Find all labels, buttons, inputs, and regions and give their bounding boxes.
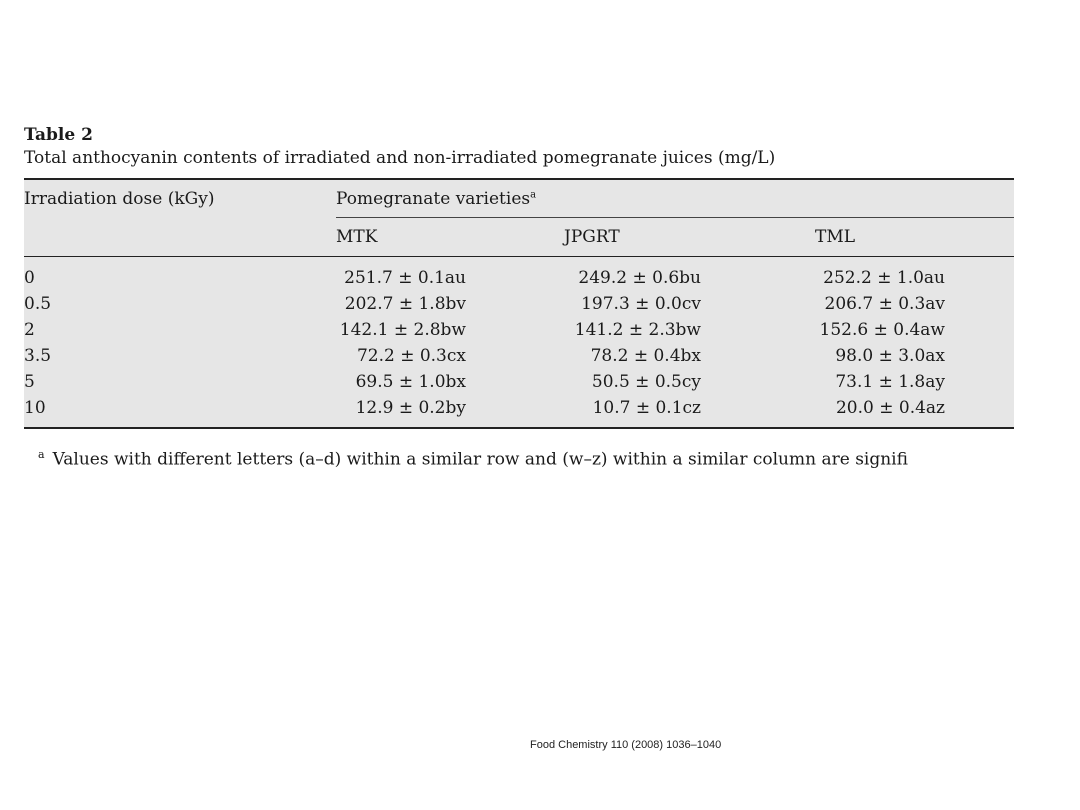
- dose-cell: 5: [24, 372, 35, 392]
- dose-cell: 2: [24, 320, 35, 340]
- table-row: [24, 395, 1014, 421]
- table-body: [24, 257, 1014, 427]
- table-label: Table 2: [24, 125, 93, 145]
- table-row: [24, 369, 1014, 395]
- dose-column-header: Irradiation dose (kGy): [24, 189, 215, 209]
- column-header-tml: TML: [815, 227, 856, 247]
- dose-cell: 3.5: [24, 346, 52, 366]
- tml-cell: 20.0 ± 0.4az: [835, 398, 945, 418]
- table-block: [24, 124, 1014, 429]
- jpgrt-cell: 141.2 ± 2.3bw: [574, 320, 701, 340]
- tml-cell: 73.1 ± 1.8ay: [835, 372, 945, 392]
- table-caption: Total anthocyanin contents of irradiated and non-irradiated pomegranate juices (mg/L): [24, 148, 776, 168]
- header-row-group: [24, 180, 1014, 218]
- table-row: [24, 317, 1014, 343]
- dose-cell: 0: [24, 268, 35, 288]
- data-table: [24, 178, 1014, 429]
- mtk-cell: 251.7 ± 0.1au: [344, 268, 466, 288]
- jpgrt-cell: 10.7 ± 0.1cz: [592, 398, 701, 418]
- dose-cell: 10: [24, 398, 46, 418]
- table-footnote: [38, 448, 1014, 470]
- group-header-rule: [336, 217, 1014, 218]
- mtk-cell: 72.2 ± 0.3cx: [356, 346, 466, 366]
- mtk-cell: 69.5 ± 1.0bx: [355, 372, 466, 392]
- tml-cell: 252.2 ± 1.0au: [823, 268, 945, 288]
- column-header-mtk: MTK: [336, 227, 378, 247]
- mtk-cell: 142.1 ± 2.8bw: [339, 320, 466, 340]
- table-row: [24, 291, 1014, 317]
- varieties-group-label: Pomegranate varieties: [336, 189, 531, 209]
- jpgrt-cell: 50.5 ± 0.5cy: [591, 372, 701, 392]
- table-row: [24, 265, 1014, 291]
- journal-citation: Food Chemistry 110 (2008) 1036–1040: [530, 739, 722, 751]
- mtk-cell: 12.9 ± 0.2by: [355, 398, 466, 418]
- dose-cell: 0.5: [24, 294, 52, 314]
- mtk-cell: 202.7 ± 1.8bv: [344, 294, 466, 314]
- tml-cell: 152.6 ± 0.4aw: [819, 320, 945, 340]
- table-row: [24, 343, 1014, 369]
- tml-cell: 206.7 ± 0.3av: [824, 294, 945, 314]
- varieties-footnote-mark: a: [530, 189, 537, 201]
- column-header-jpgrt: JPGRT: [564, 227, 620, 247]
- jpgrt-cell: 249.2 ± 0.6bu: [578, 268, 701, 288]
- header-row-columns: [24, 218, 1014, 256]
- tml-cell: 98.0 ± 3.0ax: [835, 346, 945, 366]
- footnote-mark: a: [38, 448, 45, 461]
- jpgrt-cell: 78.2 ± 0.4bx: [590, 346, 701, 366]
- jpgrt-cell: 197.3 ± 0.0cv: [581, 294, 701, 314]
- varieties-group-header: [336, 189, 536, 209]
- footnote-text: Values with different letters (a–d) within a similar row and (w–z) within a similar column are signifi: [52, 449, 908, 470]
